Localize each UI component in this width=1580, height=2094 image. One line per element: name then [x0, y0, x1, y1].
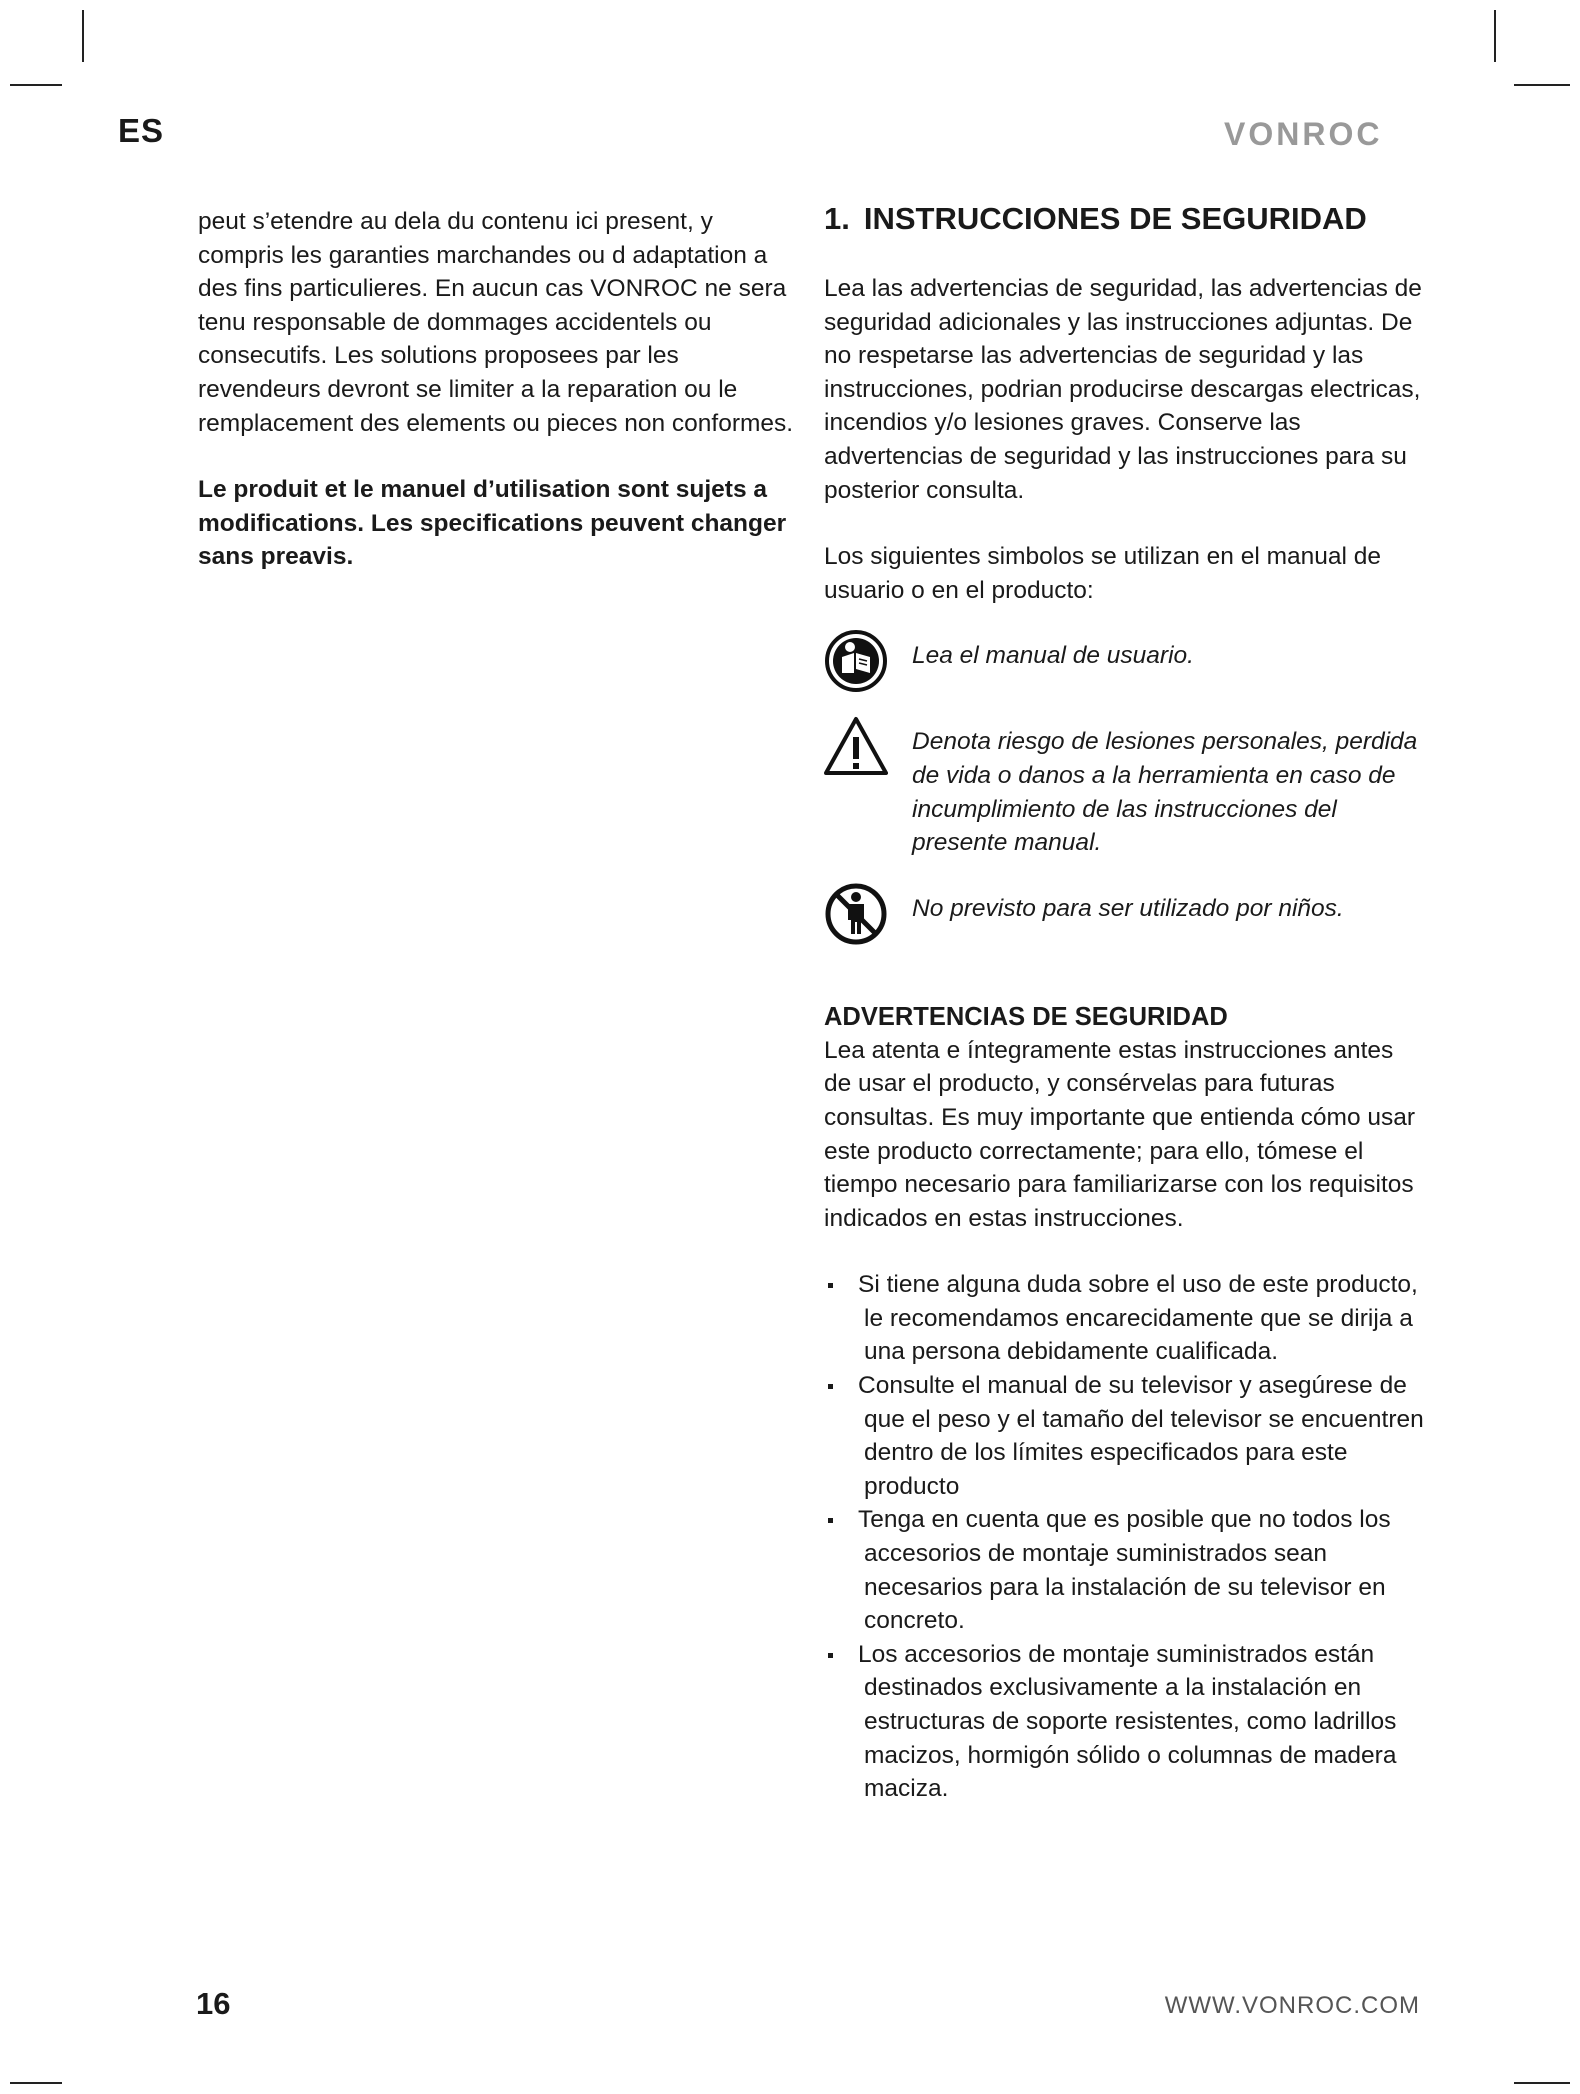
crop-mark: [1514, 2082, 1570, 2084]
section-number: 1.: [824, 201, 850, 236]
crop-mark: [1494, 10, 1496, 62]
brand-name: VONROC: [1224, 118, 1383, 148]
modification-notice: Le produit et le manuel d’utilisation sont sujets a modifications. Les specifications peuvent changer sans preavis.: [198, 476, 787, 571]
symbol-row-read-manual: [824, 629, 1424, 693]
list-item: Los accesorios de montaje suministrados están destinados exclusivamente a la instalación en estructuras de soporte resistentes, como ladrillos macizos, hormigón sólido o columnas de madera maciza.: [824, 1638, 1424, 1806]
crop-mark: [82, 10, 84, 62]
section-title: INSTRUCCIONES DE SEGURIDAD: [863, 201, 1367, 236]
vonroc-logo-icon: [1224, 118, 1424, 148]
brand-logo: [1224, 118, 1424, 153]
safety-intro: Lea las advertencias de seguridad, las advertencias de seguridad adicionales y las instrucciones adjuntas. De no respetarse las advertencias de seguridad y las instrucciones, podrian producirse descargas electricas, incendios y/o lesiones graves. Conserve las advertencias de seguridad y las instrucciones para su posterior consulta.: [824, 275, 1422, 504]
list-item: Tenga en cuenta que es posible que no todos los accesorios de montaje suministrados sean necesarios para la instalación de su televisor en concreto.: [824, 1503, 1424, 1637]
crop-mark: [10, 84, 62, 86]
warnings-intro: Lea atenta e íntegramente estas instrucciones antes de usar el producto, y consérvelas para futuras consultas. Es muy importante que entienda cómo usar este producto correctamente; para ello, tómese el tiempo necesario para familiarizarse con los requisitos indicados en estas instrucciones.: [824, 1036, 1416, 1232]
symbol-row-warning: [824, 715, 1424, 859]
warranty-paragraph: peut s’etendre au dela du contenu ici present, y compris les garanties marchandes ou d adaptation a des fins particulieres. En aucun cas VONROC ne sera tenu responsable de dommages accidentels ou consecutifs. Les solutions proposees par les revendeurs devront se limiter a la reparation ou le remplacement des elements ou pieces non conformes.: [198, 208, 794, 437]
section-heading: [824, 200, 1424, 238]
warnings-heading: ADVERTENCIAS DE SEGURIDAD: [824, 1002, 1228, 1031]
no-children-icon: [824, 882, 888, 946]
list-item: Si tiene alguna duda sobre el uso de este producto, le recomendamos encarecidamente que se dirija a una persona debidamente cualificada.: [824, 1268, 1424, 1369]
website-url: WWW.VONROC.COM: [1164, 1992, 1420, 2019]
left-column: [198, 205, 798, 574]
warnings-list: [824, 1268, 1424, 1806]
crop-mark: [1514, 84, 1570, 86]
right-column: [824, 200, 1424, 1806]
crop-mark: [10, 2082, 62, 2084]
symbols-intro: Los siguientes simbolos se utilizan en el manual de usuario o en el producto:: [824, 543, 1382, 604]
symbol-text-no-children: No previsto para ser utilizado por niños.: [912, 894, 1344, 922]
symbol-row-no-children: [824, 882, 1424, 946]
list-item: Consulte el manual de su televisor y asegúrese de que el peso y el tamaño del televisor se encuentren dentro de los límites especificados para este producto: [824, 1369, 1424, 1503]
page-number: 16: [196, 1986, 231, 2021]
read-manual-icon: [824, 629, 888, 693]
symbol-text-read-manual: Lea el manual de usuario.: [912, 642, 1194, 670]
warning-triangle-icon: [824, 715, 888, 779]
symbol-text-warning: Denota riesgo de lesiones personales, perdida de vida o danos a la herramienta en caso de incumplimiento de las instrucciones del presente manual.: [912, 728, 1418, 857]
language-code: ES: [118, 112, 165, 149]
